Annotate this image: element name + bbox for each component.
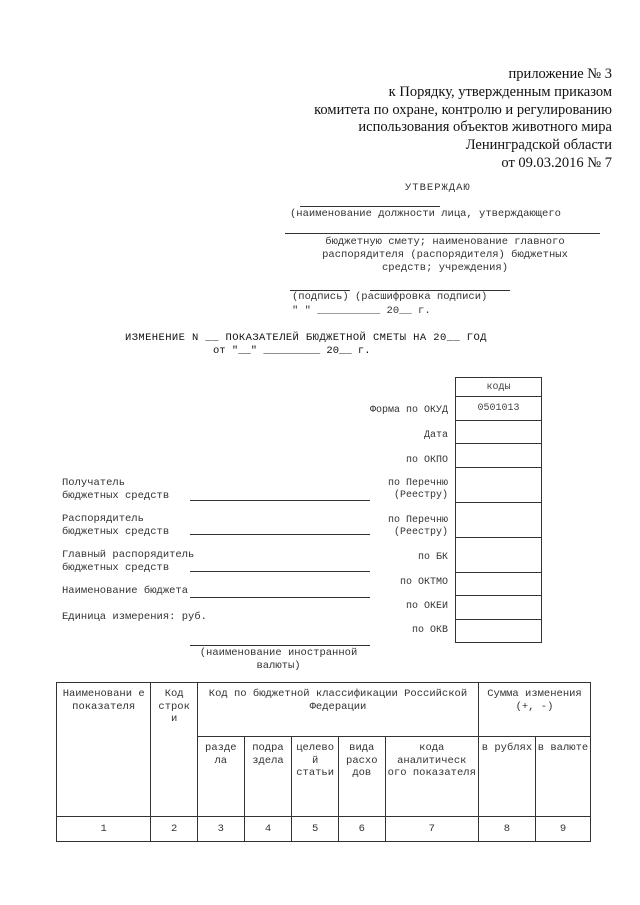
code-okpo: [456, 444, 542, 468]
chief-manager-label: Главный распорядитель бюджетных средств: [62, 549, 195, 574]
codes-table: [455, 377, 542, 643]
appendix-number: приложение № 3: [508, 66, 612, 82]
label-oktmo: по ОКТМО: [399, 577, 448, 588]
col-num-6: 6: [338, 817, 385, 842]
col-num-2: 2: [151, 817, 198, 842]
header-classification: Код по бюджетной классификации Российской Федерации: [197, 683, 478, 737]
col-num-4: 4: [244, 817, 292, 842]
approve-title: УТВЕРЖДАЮ: [405, 182, 471, 194]
header-row-code: Код строк и: [151, 683, 198, 817]
code-oktmo: [456, 572, 542, 596]
region-line: Ленинградской области: [465, 137, 612, 154]
unit-label: Единица измерения: руб.: [62, 611, 207, 623]
position-caption: (наименование должности лица, утверждающего: [290, 208, 561, 220]
col-num-9: 9: [535, 817, 590, 842]
document-date: от "__" _________ 20__ г.: [213, 345, 371, 357]
label-form: Форма по ОКУД: [369, 405, 448, 416]
document-title: ИЗМЕНЕНИЕ N __ ПОКАЗАТЕЛЕЙ БЮДЖЕТНОЙ СМЕТЫ НА 20__ ГОД: [125, 332, 487, 344]
committee-line-2: использования объектов животного мира: [358, 119, 612, 136]
form-code: 0501013: [456, 397, 542, 421]
header-change-sum: Сумма изменения (+, -): [478, 683, 590, 737]
col-num-8: 8: [478, 817, 535, 842]
header-subsection: подра здела: [244, 737, 292, 817]
header-expense-type: вида расхо дов: [338, 737, 385, 817]
label-registry-2: по Перечню (Реестру): [387, 515, 448, 538]
label-date: Дата: [423, 430, 448, 441]
recipient-label: Получатель бюджетных средств: [62, 477, 170, 502]
manager-label: Распорядитель бюджетных средств: [62, 513, 170, 538]
header-analytic-code: кода аналитическ ого показателя: [385, 737, 478, 817]
order-date: от 09.03.2016 № 7: [501, 154, 612, 171]
col-num-1: 1: [57, 817, 151, 842]
header-target-article: целево й статьи: [292, 737, 339, 817]
col-num-7: 7: [385, 817, 478, 842]
committee-line: комитета по охране, контролю и регулированию: [314, 101, 612, 118]
label-registry-1: по Перечню (Реестру): [387, 478, 448, 501]
code-registry-2: [456, 502, 542, 537]
sign-caption: (подпись) (расшифровка подписи): [292, 291, 488, 303]
label-okpo: по ОКПО: [405, 455, 448, 466]
codes-header: коды: [456, 378, 542, 397]
col-num-5: 5: [292, 817, 339, 842]
appendix-ref: к Порядку, утвержденным приказом: [388, 83, 612, 100]
label-okei: по ОКЕИ: [405, 601, 448, 612]
indicators-table: [56, 682, 591, 842]
col-num-3: 3: [197, 817, 244, 842]
currency-caption: (наименование иностранной валюты): [199, 647, 358, 672]
header-section: разде ла: [197, 737, 244, 817]
code-date: [456, 420, 542, 444]
code-okei: [456, 596, 542, 620]
header-currency: в валюте: [535, 737, 590, 817]
label-bk: по БК: [417, 552, 448, 563]
header-block: [252, 66, 612, 173]
code-okv: [456, 619, 542, 643]
header-rubles: в рублях: [478, 737, 535, 817]
code-registry-1: [456, 467, 542, 502]
approve-date: " " __________ 20__ г.: [292, 305, 431, 317]
label-okv: по ОКВ: [411, 625, 448, 636]
code-bk: [456, 537, 542, 572]
budget-name-label: Наименование бюджета: [62, 585, 189, 597]
budget-caption: бюджетную смету; наименование главного распорядителя (распорядителя) бюджетных средств; учреждения): [322, 236, 568, 274]
header-indicator-name: Наименовани е показателя: [57, 683, 151, 817]
